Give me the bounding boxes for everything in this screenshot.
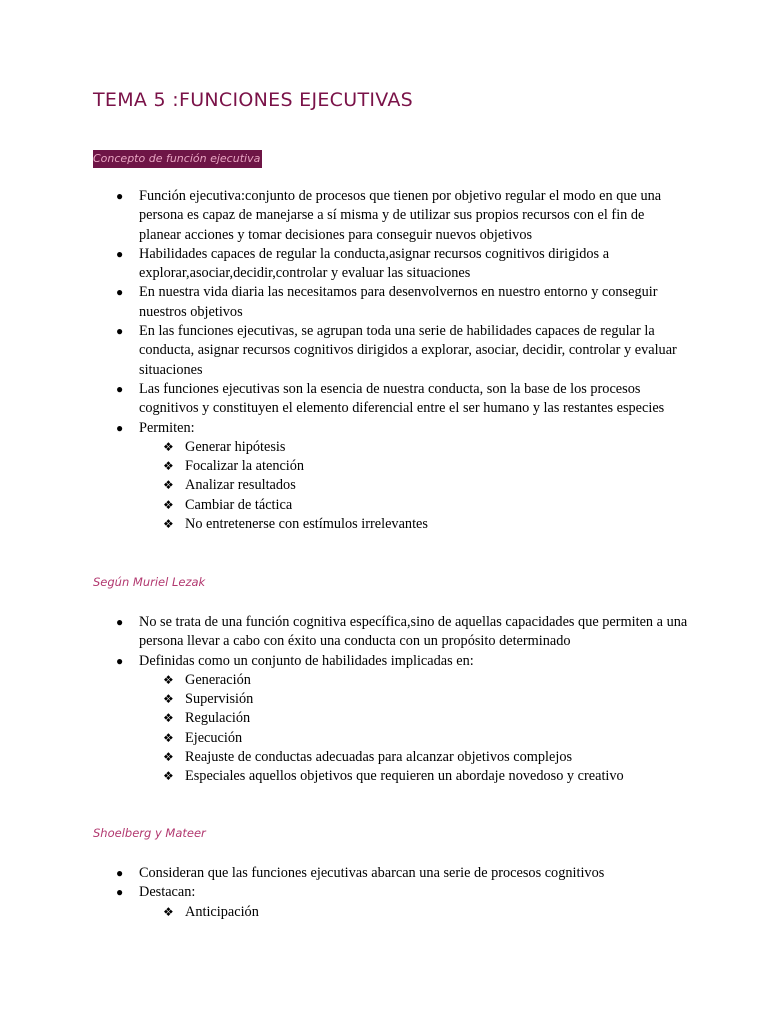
- sub-list-item: [139, 496, 688, 515]
- section-heading-concepto: Concepto de función ejecutiva: [93, 150, 262, 168]
- list-item: [0, 864, 768, 883]
- sub-list-item: [139, 709, 688, 728]
- diamond-bullet-icon: ❖: [163, 750, 174, 765]
- bullet-icon: ●: [116, 324, 124, 339]
- sub-list-item: [139, 690, 688, 709]
- list-item: [0, 380, 768, 419]
- sub-list-item-text: Cambiar de táctica: [185, 496, 293, 513]
- list-item: [0, 883, 768, 922]
- sub-list-item-text: Analizar resultados: [185, 477, 296, 494]
- bullet-icon: ●: [116, 285, 124, 300]
- list-item: [0, 322, 768, 380]
- sub-list-item-text: Supervisión: [185, 691, 254, 708]
- section-heading-lezak: Según Muriel Lezak: [93, 575, 206, 589]
- bullet-icon: ●: [116, 189, 124, 203]
- list-item-text: Función ejecutiva:conjunto de procesos que tienen por objetivo regular el modo en que una persona es capaz de manejarse a sí misma y de utilizar sus propios recursos con el fin de planear acciones y tomar decisiones para conseguir nuevos objetivos: [139, 188, 662, 243]
- diamond-bullet-icon: ❖: [163, 711, 174, 726]
- sub-list-item: [139, 457, 688, 476]
- bullet-icon: ●: [116, 615, 124, 629]
- list-item-text: Permiten:: [139, 419, 195, 436]
- bullet-icon: ●: [116, 885, 124, 900]
- bullet-icon: ●: [116, 653, 124, 668]
- list-item-text: En nuestra vida diaria las necesitamos para desenvolvernos en nuestro entorno y conseguir nuestros objetivos: [139, 284, 658, 320]
- sub-list-item-text: Regulación: [185, 710, 251, 727]
- sub-list-item-text: Reajuste de conductas adecuadas para alcanzar objetivos complejos: [185, 749, 573, 766]
- sub-list-item: [139, 438, 688, 457]
- sub-list-item: [139, 903, 688, 922]
- list-item: [0, 652, 768, 787]
- list-item: [0, 245, 768, 284]
- bullet-icon: ●: [116, 381, 124, 396]
- bullet-icon: ●: [116, 420, 124, 435]
- sub-list-item: [139, 515, 688, 534]
- diamond-bullet-icon: ❖: [163, 478, 174, 493]
- sub-list-item-text: Especiales aquellos objetivos que requieren un abordaje novedoso y creativo: [185, 768, 624, 785]
- list-item: [0, 613, 768, 652]
- list-item-text: Definidas como un conjunto de habilidades implicadas en:: [139, 652, 474, 669]
- sub-list-item-text: Focalizar la atención: [185, 458, 305, 475]
- list-item: [0, 283, 768, 322]
- sub-list-item: [139, 767, 688, 786]
- bullet-icon: ●: [116, 866, 124, 880]
- sub-list-destacan: [139, 903, 688, 922]
- list-item-text: Consideran que las funciones ejecutivas abarcan una serie de procesos cognitivos: [139, 865, 605, 881]
- sub-list-item-text: Anticipación: [185, 903, 259, 920]
- list-item-text: Destacan:: [139, 884, 196, 901]
- sub-list-habilidades: [139, 671, 688, 787]
- list-item-text: Las funciones ejecutivas son la esencia de nuestra conducta, son la base de los procesos cognitivos y constituyen el elemento diferencial entre el ser humano y las restantes especies: [139, 380, 665, 417]
- list-item-text: Habilidades capaces de regular la conducta,asignar recursos cognitivos dirigidos a explorar,asociar,decidir,controlar y evaluar las situaciones: [139, 245, 610, 282]
- diamond-bullet-icon: ❖: [163, 672, 174, 687]
- list-item-text: No se trata de una función cognitiva específica,sino de aquellas capacidades que permiten a una persona llevar a cabo con éxito una conducta con un propósito determinado: [139, 614, 688, 650]
- diamond-bullet-icon: ❖: [163, 497, 174, 512]
- diamond-bullet-icon: ❖: [163, 769, 174, 784]
- list-item: [0, 187, 768, 245]
- bullet-icon: ●: [116, 246, 124, 261]
- bullet-list-concepto: [0, 187, 768, 534]
- diamond-bullet-icon: ❖: [163, 904, 174, 919]
- sub-list-permiten: [139, 438, 688, 534]
- section-heading-shoelberg: Shoelberg y Mateer: [93, 826, 206, 840]
- diamond-bullet-icon: ❖: [163, 517, 174, 532]
- diamond-bullet-icon: ❖: [163, 692, 174, 707]
- sub-list-item-text: Generación: [185, 671, 251, 688]
- sub-list-item-text: No entretenerse con estímulos irrelevantes: [185, 516, 428, 533]
- diamond-bullet-icon: ❖: [163, 730, 174, 745]
- sub-list-item: [139, 671, 688, 690]
- diamond-bullet-icon: ❖: [163, 439, 174, 454]
- sub-list-item: [139, 476, 688, 495]
- list-item: [0, 419, 768, 535]
- sub-list-item: [139, 729, 688, 748]
- bullet-list-lezak: [0, 613, 768, 787]
- sub-list-item: [139, 748, 688, 767]
- sub-list-item-text: Generar hipótesis: [185, 438, 286, 455]
- bullet-list-shoelberg: [0, 864, 768, 922]
- diamond-bullet-icon: ❖: [163, 459, 174, 474]
- sub-list-item-text: Ejecución: [185, 729, 243, 746]
- page-title: TEMA 5 :FUNCIONES EJECUTIVAS: [93, 89, 413, 111]
- list-item-text: En las funciones ejecutivas, se agrupan toda una serie de habilidades capaces de regular la conducta, asignar recursos cognitivos dirigidos a explorar, asociar, decidir, controlar y evaluar situaciones: [139, 323, 677, 378]
